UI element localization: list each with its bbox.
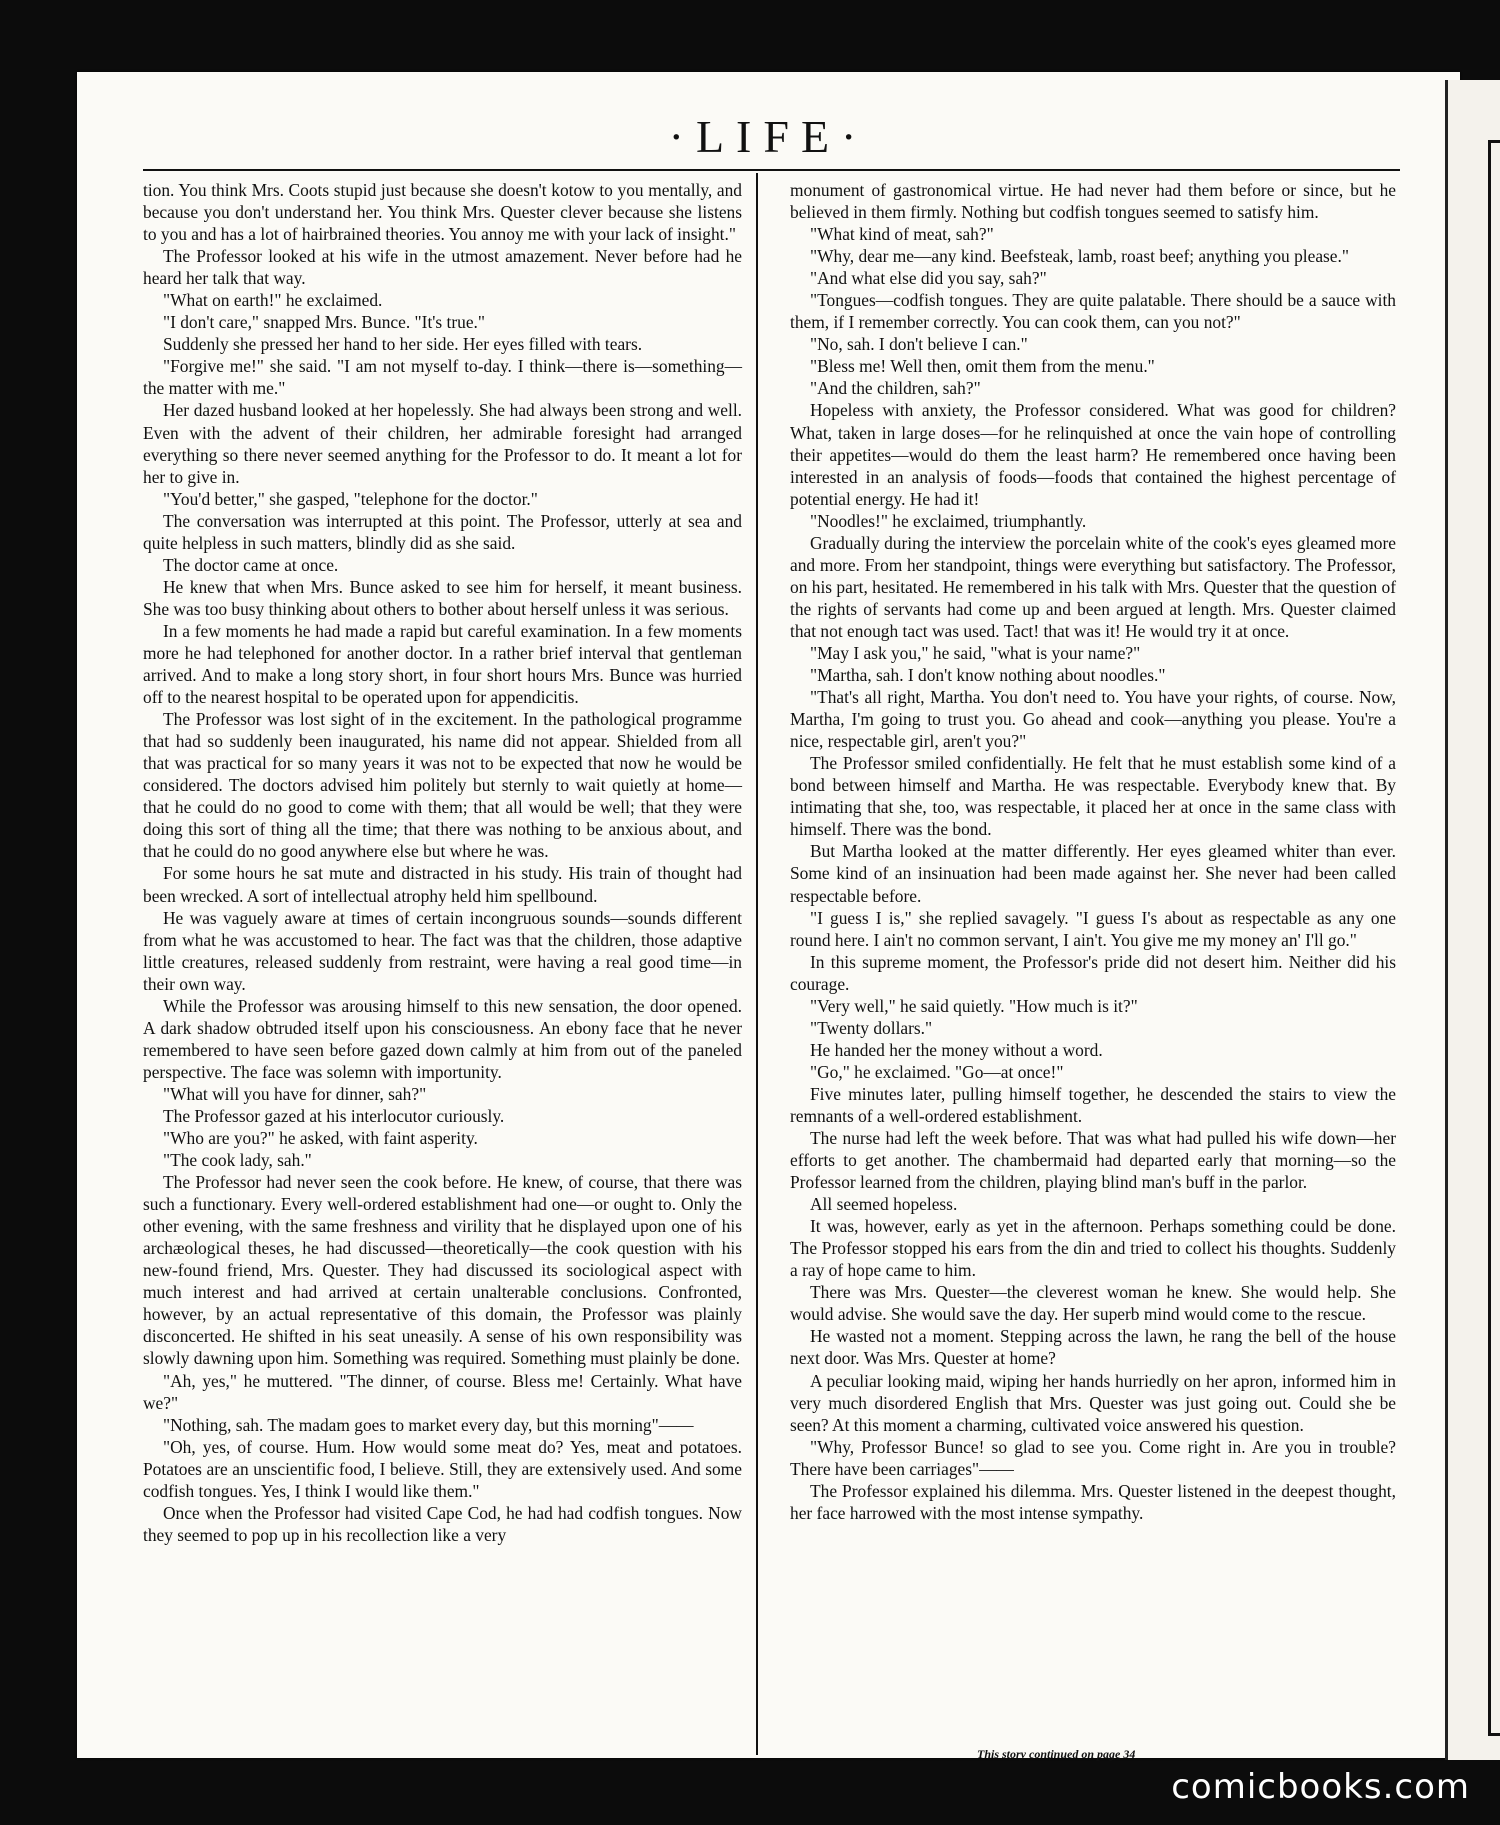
paragraph: The Professor smiled confidentially. He felt that he must establish some kind of a bond between himself and Martha. He was respectable. Everybody knew that. By intimating that she, too, was respectable, it placed her at once in the same class with himself. There was the bond. xyxy=(790,753,1396,840)
paragraph: He was vaguely aware at times of certain incongruous sounds—sounds different from what he was accustomed to hear. The fact was that the children, those adaptive little creatures, released suddenly from restraint, were having a real good time—in their own way. xyxy=(143,907,742,994)
paragraph: The Professor explained his dilemma. Mrs. Quester listened in the deepest thought, her face harrowed with the most intense sympathy. xyxy=(790,1480,1396,1523)
paragraph: "What will you have for dinner, sah?" xyxy=(163,1083,427,1104)
paragraph: But Martha looked at the matter differently. Her eyes gleamed whiter than ever. Some kind of an insinuation had been made against her. She never had been called respectable before. xyxy=(790,841,1396,906)
paragraph: "That's all right, Martha. You don't need to. You have your rights, of course. Now, Martha, I'm going to trust you. Go ahead and cook—anything you please. You're a nice, respectable girl, aren't you?" xyxy=(790,687,1396,752)
paragraph: "Why, dear me—any kind. Beefsteak, lamb, roast beef; anything you please." xyxy=(810,246,1349,267)
continued-note: This story continued on page 34 xyxy=(977,1747,1136,1761)
paragraph: "Why, Professor Bunce! so glad to see you. Come right in. Are you in trouble? There have been carriages"—— xyxy=(790,1436,1396,1479)
paragraph: In a few moments he had made a rapid but careful examination. In a few moments more he had telephoned for another doctor. In a rather brief interval that gentleman arrived. And to make a long story short, in four short hours Mrs. Bunce was hurried off to the nearest hospital to be operated upon for appendicitis. xyxy=(143,620,742,708)
masthead-title: ·LIFE· xyxy=(668,111,869,162)
paragraph: The Professor was lost sight of in the excitement. In the pathological programme that had so suddenly been inaugurated, his name did not appear. Shielded from all that was practical for so many years it was not to be expected that now he would be considered. The doctors advised him politely but sternly to wait quietly at home—that he could do no good to come with them; that all would be well; that they were doing this sort of thing all the time; that there was nothing to be anxious about, and that he could do no good anywhere else but where he was. xyxy=(143,709,742,862)
paragraph: "I don't care," snapped Mrs. Bunce. "It's true." xyxy=(163,312,486,333)
paragraph: "Noodles!" he exclaimed, triumphantly. xyxy=(810,510,1087,531)
paragraph: "Twenty dollars." xyxy=(810,1017,933,1038)
paragraph: "And the children, sah?" xyxy=(810,378,981,399)
paragraph: "Tongues—codfish tongues. They are quite palatable. There should be a sauce with them, if I remember correctly. You can cook them, can you not?" xyxy=(790,290,1396,333)
paragraph: He wasted not a moment. Stepping across the lawn, he rang the bell of the house next door. Was Mrs. Quester at home? xyxy=(790,1326,1396,1369)
paragraph: "Ah, yes," he muttered. "The dinner, of course. Bless me! Certainly. What have we?" xyxy=(143,1370,742,1413)
paragraph: The conversation was interrupted at this point. The Professor, utterly at sea and quite helpless in such matters, blindly did as she said. xyxy=(143,510,742,553)
paragraph: Hopeless with anxiety, the Professor considered. What was good for children? What, taken in large doses—for he relinquished at once the vain hope of controlling their appetites—would do them the least harm? He remembered once having been interested in an analysis of foods—foods that contained the highest percentage of potential energy. He had it! xyxy=(790,400,1396,509)
paragraph: There was Mrs. Quester—the cleverest woman he knew. She would help. She would advise. She would save the day. Her superb mind would come to the rescue. xyxy=(790,1282,1396,1325)
paragraph: "Forgive me!" she said. "I am not myself to-day. I think—there is—something—the matter with me." xyxy=(143,356,742,399)
paragraph: "No, sah. I don't believe I can." xyxy=(810,334,1028,355)
paragraph: The Professor gazed at his interlocutor curiously. xyxy=(163,1105,505,1126)
paragraph: "Oh, yes, of course. Hum. How would some meat do? Yes, meat and potatoes. Potatoes are an unscientific food, I believe. Still, they are extensively used. And some codfish tongues. Yes, I think I would like them." xyxy=(143,1436,742,1501)
magazine-page xyxy=(77,72,1460,1761)
paragraph: In this supreme moment, the Professor's pride did not desert him. Neither did his courage. xyxy=(790,951,1396,994)
paragraph: "Nothing, sah. The madam goes to market every day, but this morning"—— xyxy=(163,1414,694,1435)
paragraph: "Who are you?" he asked, with faint asperity. xyxy=(163,1128,478,1149)
paragraph: The nurse had left the week before. That was what had pulled his wife down—her efforts to get another. The chambermaid had departed early that morning—so the Professor learned from the children, playing blind man's buff in the parlor. xyxy=(790,1128,1396,1193)
paragraph: All seemed hopeless. xyxy=(810,1194,958,1215)
paragraph: He handed her the money without a word. xyxy=(810,1039,1103,1060)
paragraph: "Bless me! Well then, omit them from the menu." xyxy=(810,356,1155,377)
adjacent-page-edge xyxy=(1445,80,1500,1760)
paragraph: "And what else did you say, sah?" xyxy=(810,268,1047,289)
paragraph: For some hours he sat mute and distracted in his study. His train of thought had been wrecked. A sort of intellectual atrophy held him spellbound. xyxy=(143,863,742,906)
paragraph: The doctor came at once. xyxy=(163,554,339,575)
paragraph: "The cook lady, sah." xyxy=(163,1150,312,1171)
paragraph: "Martha, sah. I don't know nothing about noodles." xyxy=(810,665,1166,686)
paragraph: A peculiar looking maid, wiping her hands hurriedly on her apron, informed him in very much disordered English that Mrs. Quester was just going out. Could she be seen? At this moment a charming, cultivated voice answered his question. xyxy=(790,1370,1396,1435)
right-column xyxy=(790,179,1396,1524)
paragraph: tion. You think Mrs. Coots stupid just because she doesn't kotow to you mentally, and because you don't understand her. You think Mrs. Quester clever because she listens to you and has a lot of hairbrained theories. You annoy me with your lack of insight." xyxy=(143,180,742,245)
paragraph: "May I ask you," he said, "what is your name?" xyxy=(810,642,1141,663)
paragraph: Once when the Professor had visited Cape Cod, he had had codfish tongues. Now they seemed to pop up in his recollection like a very xyxy=(143,1502,742,1545)
paragraph: "What on earth!" he exclaimed. xyxy=(163,290,383,311)
left-column xyxy=(143,179,742,1546)
paragraph: Her dazed husband looked at her hopelessly. She had always been strong and well. Even with the advent of their children, her admirable foresight had arranged everything so there never seemed anything for the Professor to do. It meant a lot for her to give in. xyxy=(143,400,742,487)
column-divider xyxy=(756,173,758,1755)
adjacent-page-frame xyxy=(1488,140,1500,1736)
paragraph: The Professor had never seen the cook before. He knew, of course, that there was such a functionary. Every well-ordered establishment had one—or ought to. Only the other evening, with the same freshness and virility that he displayed upon one of his archæological theses, he had discussed—theoretically—the cook question with his new-found friend, Mrs. Quester. They had discussed its sociological aspect with much interest and had arrived at certain unalterable conclusions. Confronted, however, by an actual representative of this domain, the Professor was plainly disconcerted. He shifted in his seat uneasily. A sense of his own responsibility was slowly dawning upon him. Something was required. Something must plainly be done. xyxy=(143,1172,742,1369)
watermark: comicbooks.com xyxy=(1171,1767,1470,1807)
header-rule xyxy=(143,169,1400,171)
paragraph: Gradually during the interview the porcelain white of the cook's eyes gleamed more and more. From her standpoint, things were everything but satisfactory. The Professor, on his part, hesitated. He remembered in his talk with Mrs. Quester that the question of the rights of servants had come up and been argued at length. Mrs. Quester claimed that not enough tact was used. Tact! that was it! He would try it at once. xyxy=(790,532,1396,641)
paragraph: "I guess I is," she replied savagely. "I guess I's about as respectable as any one round here. I ain't no common servant, I ain't. You give me my money an' I'll go." xyxy=(790,907,1396,950)
paragraph: Suddenly she pressed her hand to her side. Her eyes filled with tears. xyxy=(163,334,643,355)
paragraph: "Very well," he said quietly. "How much is it?" xyxy=(810,995,1138,1016)
paragraph: "You'd better," she gasped, "telephone for the doctor." xyxy=(163,488,538,509)
paragraph: The Professor looked at his wife in the utmost amazement. Never before had he heard her talk that way. xyxy=(143,246,742,289)
paragraph: Five minutes later, pulling himself together, he descended the stairs to view the remnants of a well-ordered establishment. xyxy=(790,1083,1396,1126)
paragraph: "Go," he exclaimed. "Go—at once!" xyxy=(810,1061,1064,1082)
paragraph: monument of gastronomical virtue. He had never had them before or since, but he believed in them firmly. Nothing but codfish tongues seemed to satisfy him. xyxy=(790,180,1396,223)
paragraph: He knew that when Mrs. Bunce asked to see him for herself, it meant business. She was too busy thinking about others to bother about herself unless it was serious. xyxy=(143,576,742,619)
paragraph: "What kind of meat, sah?" xyxy=(810,224,994,245)
paragraph: It was, however, early as yet in the afternoon. Perhaps something could be done. The Professor stopped his ears from the din and tried to collect his thoughts. Suddenly a ray of hope came to him. xyxy=(790,1216,1396,1281)
paragraph: While the Professor was arousing himself to this new sensation, the door opened. A dark shadow obtruded itself upon his consciousness. An ebony face that he never remembered to have seen before gazed down calmly at him from out of the paneled perspective. The face was solemn with importunity. xyxy=(143,995,742,1082)
